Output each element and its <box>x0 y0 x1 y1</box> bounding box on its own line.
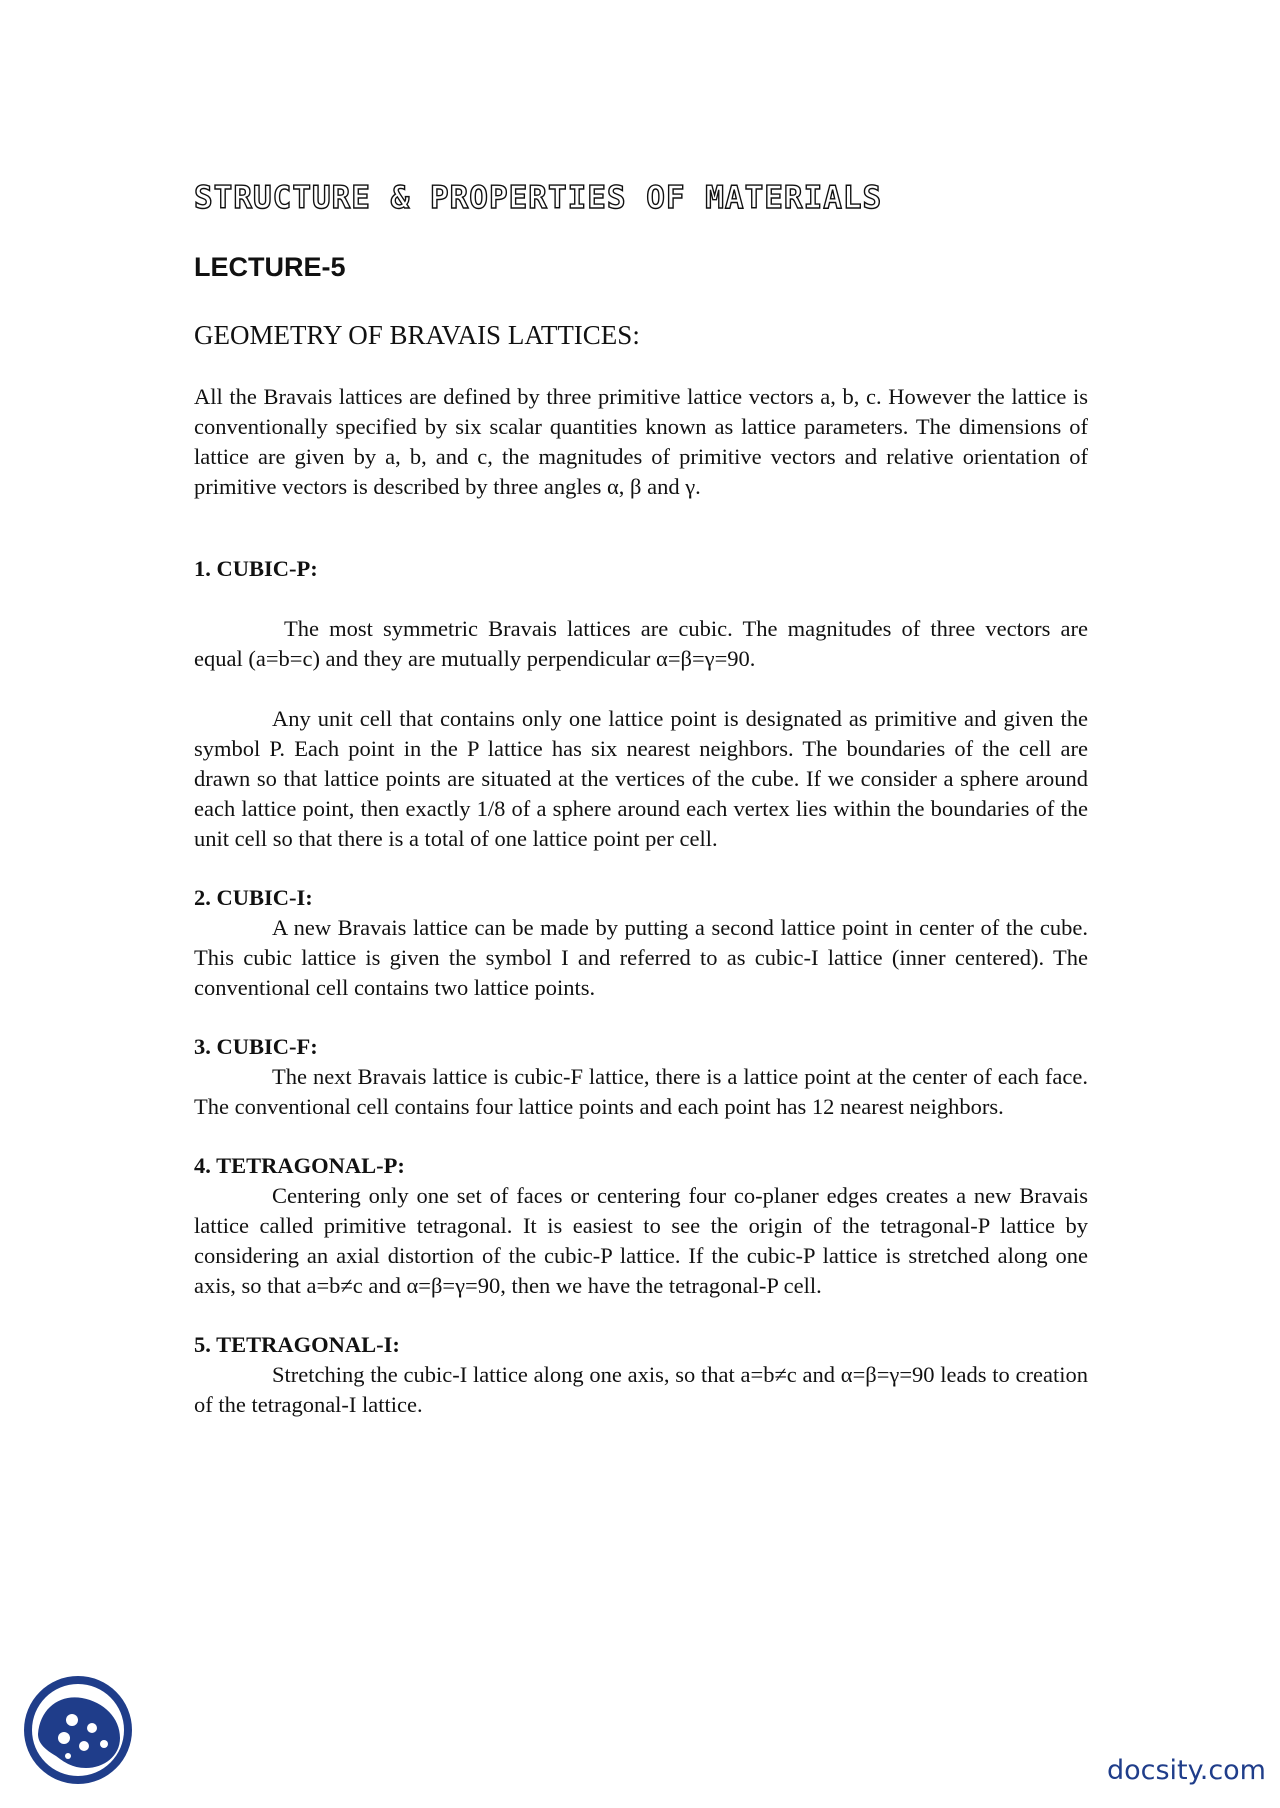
cubic-p-paragraph-1: The most symmetric Bravais lattices are cubic. The magnitudes of three vectors are equal (a=b=c) and they are mutually perpendicular α=β=γ=90. <box>194 616 1088 671</box>
cubic-f-paragraph: The next Bravais lattice is cubic-F lattice, there is a lattice point at the center of each face. The conventional cell contains four lattice points and each point has 12 nearest neighbors. <box>194 1064 1088 1119</box>
lecture-heading: LECTURE-5 <box>194 252 346 282</box>
intro-paragraph: All the Bravais lattices are defined by three primitive lattice vectors a, b, c. However the lattice is conventionally specified by six scalar quantities known as lattice parameters. The dimensions of lattice are given by a, b, and c, the magnitudes of primitive vectors and relative orientation of primitive vectors is described by three angles α, β and γ. <box>194 384 1088 499</box>
section-title: GEOMETRY OF BRAVAIS LATTICES: <box>194 320 640 350</box>
course-title: STRUCTURE & PROPERTIES OF MATERIALS <box>194 180 883 216</box>
cubic-p-paragraph-2: Any unit cell that contains only one lattice point is designated as primitive and given the symbol P. Each point in the P lattice has six nearest neighbors. The boundaries of the cell are drawn so that lattice points are situated at the vertices of the cube. If we consider a sphere around each lattice point, then exactly 1/8 of a sphere around each vertex lies within the boundaries of the unit cell so that there is a total of one lattice point per cell. <box>194 706 1088 851</box>
document-content <box>194 180 1088 1420</box>
tetragonal-p-paragraph: Centering only one set of faces or centering four co-planer edges creates a new Bravais lattice called primitive tetragonal. It is easiest to see the origin of the tetragonal-P lattice by considering an axial distortion of the cubic-P lattice. If the cubic-P lattice is stretched along one axis, so that a=b≠c and α=β=γ=90, then we have the tetragonal-P cell. <box>194 1183 1088 1298</box>
section-heading-tetragonal-p: 4. TETRAGONAL-P: <box>194 1153 405 1178</box>
tetragonal-i-paragraph: Stretching the cubic-I lattice along one axis, so that a=b≠c and α=β=γ=90 leads to creation of the tetragonal-I lattice. <box>194 1362 1088 1417</box>
section-heading-cubic-p: 1. CUBIC-P: <box>194 556 318 581</box>
docsity-brand-link[interactable]: docsity.com <box>1106 1755 1266 1786</box>
section-heading-cubic-i: 2. CUBIC-I: <box>194 885 313 910</box>
section-heading-cubic-f: 3. CUBIC-F: <box>194 1034 318 1059</box>
docsity-logo-icon[interactable] <box>20 1672 136 1788</box>
cubic-i-paragraph: A new Bravais lattice can be made by putting a second lattice point in center of the cube. This cubic lattice is given the symbol I and referred to as cubic-I lattice (inner centered). The conventional cell contains two lattice points. <box>194 915 1088 1000</box>
section-heading-tetragonal-i: 5. TETRAGONAL-I: <box>194 1332 400 1357</box>
